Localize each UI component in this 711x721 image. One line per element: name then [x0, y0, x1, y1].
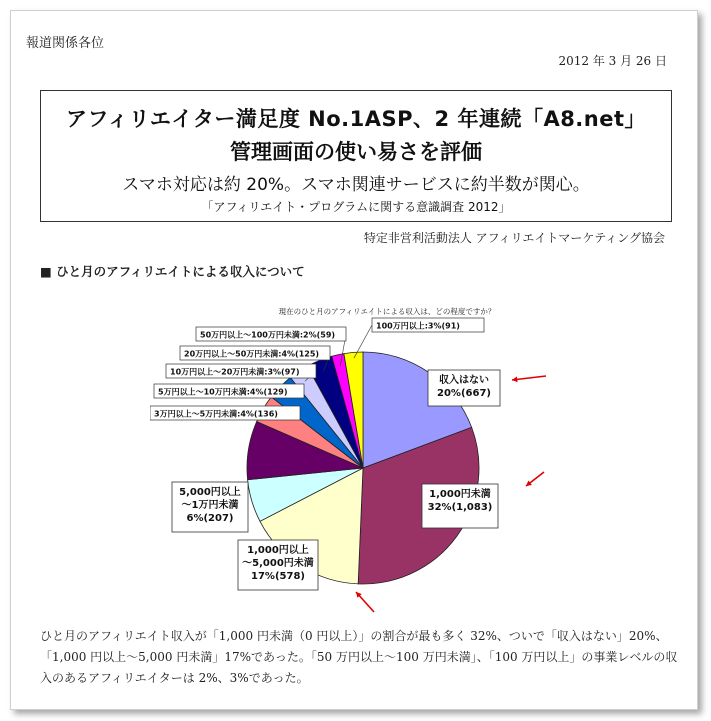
- pie-chart-svg: [150, 292, 570, 622]
- callout-label: 100万円以上:3%(91): [376, 321, 460, 331]
- callout-label: 50万円以上～100万円未満:2%(59): [200, 330, 336, 340]
- title-box: [40, 90, 672, 222]
- callout-label: 3万円以上～5万円未満:4%(136): [154, 409, 278, 419]
- label-1000-5000: 1,000円以上: [247, 545, 309, 556]
- headline: アフィリエイター満足度 No.1ASP、2 年連続「A8.net」: [65, 107, 647, 131]
- subheadline: スマホ対応は約 20%。スマホ関連サービスに約半数が関心。: [122, 175, 590, 195]
- chart-title: 現在のひと月のアフィリエイトによる収入は、どの程度ですか？: [278, 307, 496, 316]
- label-1000-5000: ～5,000円未満: [242, 558, 314, 569]
- label-5000-1man: 6%(207): [186, 513, 234, 524]
- label-5000-1man: 5,000円以上: [179, 487, 241, 498]
- section-heading: ■ ひと月のアフィリエイトによる収入について: [40, 264, 305, 279]
- headline-sub: 管理画面の使い易さを評価: [230, 140, 482, 164]
- income-pie-chart: [150, 292, 570, 622]
- callout-label: 10万円以上～20万円未満:3%(97): [170, 367, 300, 377]
- release-date: 2012 年 3 月 26 日: [558, 54, 667, 68]
- label-under-1000: 1,000円未満: [429, 489, 491, 500]
- label-no-income: 20%(667): [437, 388, 491, 399]
- label-under-1000: 32%(1,083): [427, 502, 493, 513]
- callout-label: 20万円以上～50万円未満:4%(125): [184, 349, 320, 359]
- organization-name: 特定非営利活動法人 アフィリエイトマーケティング協会: [363, 231, 665, 245]
- label-1000-5000: 17%(578): [251, 571, 305, 582]
- label-5000-1man: ～1万円未満: [181, 500, 239, 511]
- greeting: 報道関係各位: [26, 36, 105, 51]
- callout-label: 5万円以上～10万円未満:4%(129): [158, 387, 288, 397]
- survey-name: 「アフィリエイト・プログラムに関する意識調査 2012」: [201, 200, 511, 214]
- label-no-income: 収入はない: [439, 375, 489, 386]
- summary-paragraph: ひと月のアフィリエイト収入が「1,000 円未満（0 円以上）」の割合が最も多く 32%、ついで「収入はない」20%、「1,000 円以上～5,000 円未満」17%であった。「50 万円以上～100 万円未満」、「100 万円以上」の事業レベルの収入のあるアフィリエイターは 2%、3%であった。: [40, 629, 678, 685]
